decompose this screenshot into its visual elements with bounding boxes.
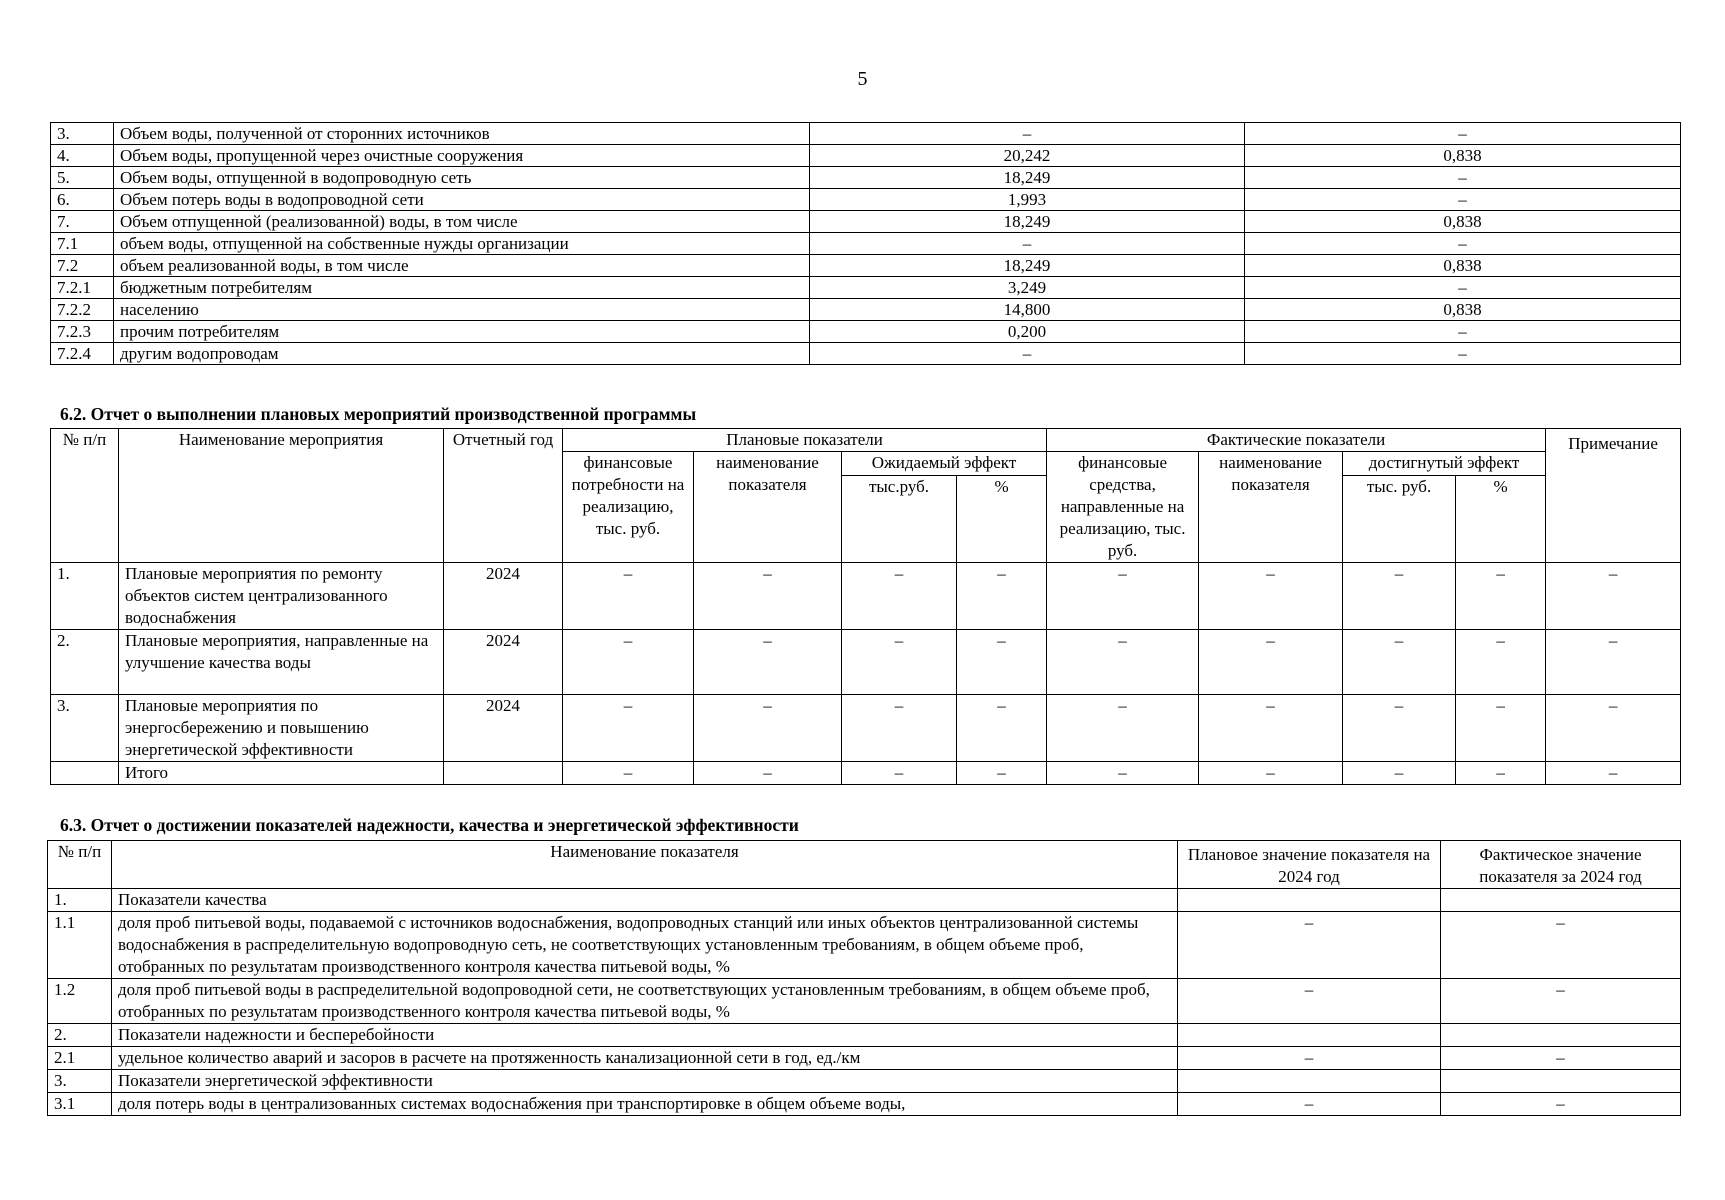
table-row — [48, 1093, 1681, 1116]
col-fact-pct: % — [1456, 476, 1546, 563]
row-name: Плановые мероприятия по ремонту объектов систем централизованного водоснабжения — [119, 563, 444, 630]
row-value-plan: 18,249 — [810, 167, 1245, 189]
total-label: Итого — [119, 762, 444, 785]
row-number: 2. — [48, 1024, 112, 1047]
row-number: 2. — [51, 630, 119, 695]
page-number: 5 — [857, 68, 868, 90]
water-volume-table — [50, 122, 1681, 365]
row-fact-value — [1441, 1024, 1681, 1047]
row-value: – — [563, 695, 694, 762]
row-value: – — [1199, 695, 1343, 762]
total-number — [51, 762, 119, 785]
total-value: – — [842, 762, 957, 785]
row-name: бюджетным потребителям — [114, 277, 810, 299]
col-plan-ind: наименование показателя — [694, 452, 842, 563]
row-value: – — [694, 695, 842, 762]
row-number: 3. — [48, 1070, 112, 1093]
row-plan-value — [1178, 1024, 1441, 1047]
total-value: – — [1456, 762, 1546, 785]
table-row — [51, 299, 1681, 321]
row-name: Плановые мероприятия, направленные на улучшение качества воды — [119, 630, 444, 695]
row-value-fact: – — [1245, 277, 1681, 299]
total-row — [51, 762, 1681, 785]
row-number: 6. — [51, 189, 114, 211]
row-value-fact: – — [1245, 343, 1681, 365]
table-row — [51, 277, 1681, 299]
row-value-plan: – — [810, 233, 1245, 255]
total-value: – — [1199, 762, 1343, 785]
row-value: – — [1199, 630, 1343, 695]
row-value-plan: 18,249 — [810, 211, 1245, 233]
table-row — [51, 321, 1681, 343]
row-number: 7.1 — [51, 233, 114, 255]
row-number: 5. — [51, 167, 114, 189]
row-fact-value — [1441, 1070, 1681, 1093]
row-number: 7.2 — [51, 255, 114, 277]
table-row — [48, 912, 1681, 979]
row-value-plan: – — [810, 343, 1245, 365]
row-value-fact: – — [1245, 189, 1681, 211]
row-value: – — [1343, 695, 1456, 762]
table-row — [51, 233, 1681, 255]
row-name: прочим потребителям — [114, 321, 810, 343]
table-row — [51, 145, 1681, 167]
col-note: Примечание — [1546, 429, 1681, 563]
row-value-fact: 0,838 — [1245, 299, 1681, 321]
row-number: 1.2 — [48, 979, 112, 1024]
col-fact-eff: достигнутый эффект — [1343, 452, 1546, 476]
row-number: 7.2.3 — [51, 321, 114, 343]
total-value: – — [957, 762, 1047, 785]
table-row — [51, 123, 1681, 145]
row-name: Объем воды, пропущенной через очистные сооружения — [114, 145, 810, 167]
row-number: 3. — [51, 695, 119, 762]
row-fact-value: – — [1441, 1047, 1681, 1070]
row-value: – — [842, 563, 957, 630]
row-number: 3.1 — [48, 1093, 112, 1116]
row-name: населению — [114, 299, 810, 321]
row-value-plan: 0,200 — [810, 321, 1245, 343]
row-name: доля проб питьевой воды, подаваемой с источников водоснабжения, водопроводных станций или иных объектов централизованной системы водоснабжения в распределительную водопроводную сеть, не соответствующих установленным требованиям, в общем объеме проб, отобранных по результатам производственного контроля качества питьевой воды, % — [112, 912, 1178, 979]
row-year: 2024 — [444, 630, 563, 695]
row-plan-value: – — [1178, 1093, 1441, 1116]
row-number: 7.2.1 — [51, 277, 114, 299]
row-number: 1.1 — [48, 912, 112, 979]
col-plan-fin: финансовые потребности на реализацию, тыс. руб. — [563, 452, 694, 563]
row-plan-value — [1178, 889, 1441, 912]
row-value: – — [1456, 695, 1546, 762]
row-name: удельное количество аварий и засоров в расчете на протяженность канализационной сети в год, ед./км — [112, 1047, 1178, 1070]
col-fact-value: Фактическое значение показателя за 2024 год — [1441, 841, 1681, 889]
row-value: – — [1199, 563, 1343, 630]
table-row — [48, 889, 1681, 912]
col-fact-fin: финансовые средства, направленные на реализацию, тыс. руб. — [1047, 452, 1199, 563]
row-number: 7.2.4 — [51, 343, 114, 365]
col-fact: Фактические показатели — [1047, 429, 1546, 452]
row-name: объем воды, отпущенной на собственные нужды организации — [114, 233, 810, 255]
row-name: доля проб питьевой воды в распределительной водопроводной сети, не соответствующих установленным требованиям, в общем объеме проб, отобранных по результатам производственного контроля качества питьевой воды, % — [112, 979, 1178, 1024]
row-name: Показатели качества — [112, 889, 1178, 912]
row-value: – — [1546, 563, 1681, 630]
row-value-fact: 0,838 — [1245, 145, 1681, 167]
col-plan-eff: Ожидаемый эффект — [842, 452, 1047, 476]
row-number: 7. — [51, 211, 114, 233]
row-plan-value: – — [1178, 979, 1441, 1024]
row-year: 2024 — [444, 563, 563, 630]
section-6-2-title: 6.2. Отчет о выполнении плановых мероприятий производственной программы — [60, 404, 697, 424]
total-value: – — [563, 762, 694, 785]
row-value-plan: 1,993 — [810, 189, 1245, 211]
row-value: – — [1047, 695, 1199, 762]
row-value: – — [1343, 630, 1456, 695]
table-row — [48, 1047, 1681, 1070]
row-value-fact: – — [1245, 123, 1681, 145]
row-value: – — [1546, 695, 1681, 762]
row-value-fact: – — [1245, 167, 1681, 189]
section-6-3-title: 6.3. Отчет о достижении показателей надежности, качества и энергетической эффективности — [60, 815, 799, 835]
row-name: доля потерь воды в централизованных системах водоснабжения при транспортировке в общем объеме воды, — [112, 1093, 1178, 1116]
row-number: 1. — [51, 563, 119, 630]
row-value: – — [957, 563, 1047, 630]
row-value: – — [1546, 630, 1681, 695]
row-fact-value — [1441, 889, 1681, 912]
row-name: Показатели надежности и бесперебойности — [112, 1024, 1178, 1047]
col-fact-ind: наименование показателя — [1199, 452, 1343, 563]
row-value: – — [563, 563, 694, 630]
row-value: – — [1456, 630, 1546, 695]
row-value: – — [563, 630, 694, 695]
row-value: – — [694, 563, 842, 630]
row-value-fact: 0,838 — [1245, 255, 1681, 277]
col-num: № п/п — [51, 429, 119, 563]
row-plan-value — [1178, 1070, 1441, 1093]
row-value-plan: – — [810, 123, 1245, 145]
row-value: – — [694, 630, 842, 695]
col-year: Отчетный год — [444, 429, 563, 563]
col-plan-rub: тыс.руб. — [842, 476, 957, 563]
table-row — [48, 1024, 1681, 1047]
row-fact-value: – — [1441, 979, 1681, 1024]
row-plan-value: – — [1178, 912, 1441, 979]
row-value-fact: 0,838 — [1245, 211, 1681, 233]
row-value: – — [1343, 563, 1456, 630]
row-name: Объем отпущенной (реализованной) воды, в том числе — [114, 211, 810, 233]
total-value: – — [1047, 762, 1199, 785]
table-row — [48, 1070, 1681, 1093]
table-row — [51, 255, 1681, 277]
indicators-table — [47, 840, 1681, 1116]
planned-measures-table — [50, 428, 1681, 785]
col-fact-rub: тыс. руб. — [1343, 476, 1456, 563]
table-row — [51, 630, 1681, 695]
table-row — [51, 167, 1681, 189]
row-name: Объем воды, отпущенной в водопроводную сеть — [114, 167, 810, 189]
row-value-plan: 20,242 — [810, 145, 1245, 167]
row-name: объем реализованной воды, в том числе — [114, 255, 810, 277]
row-value: – — [957, 695, 1047, 762]
row-fact-value: – — [1441, 912, 1681, 979]
row-value: – — [957, 630, 1047, 695]
table-row — [51, 343, 1681, 365]
row-name: Объем потерь воды в водопроводной сети — [114, 189, 810, 211]
row-value: – — [1047, 630, 1199, 695]
row-name: Объем воды, полученной от сторонних источников — [114, 123, 810, 145]
row-fact-value: – — [1441, 1093, 1681, 1116]
row-value: – — [1047, 563, 1199, 630]
row-year: 2024 — [444, 695, 563, 762]
row-number: 3. — [51, 123, 114, 145]
row-value-plan: 3,249 — [810, 277, 1245, 299]
row-number: 4. — [51, 145, 114, 167]
row-number: 1. — [48, 889, 112, 912]
row-value-fact: – — [1245, 321, 1681, 343]
total-value: – — [1343, 762, 1456, 785]
total-value: – — [694, 762, 842, 785]
table-row — [51, 189, 1681, 211]
row-value-plan: 14,800 — [810, 299, 1245, 321]
table-row — [51, 695, 1681, 762]
table-row — [51, 563, 1681, 630]
row-value-fact: – — [1245, 233, 1681, 255]
row-number: 2.1 — [48, 1047, 112, 1070]
col-name: Наименование показателя — [112, 841, 1178, 889]
table-row — [51, 211, 1681, 233]
total-value: – — [1546, 762, 1681, 785]
col-plan: Плановые показатели — [563, 429, 1047, 452]
row-plan-value: – — [1178, 1047, 1441, 1070]
row-value: – — [1456, 563, 1546, 630]
col-plan-value: Плановое значение показателя на 2024 год — [1178, 841, 1441, 889]
col-name: Наименование мероприятия — [119, 429, 444, 563]
row-value-plan: 18,249 — [810, 255, 1245, 277]
table-row — [48, 979, 1681, 1024]
row-number: 7.2.2 — [51, 299, 114, 321]
row-value: – — [842, 695, 957, 762]
total-year — [444, 762, 563, 785]
row-name: Плановые мероприятия по энергосбережению и повышению энергетической эффективности — [119, 695, 444, 762]
col-num: № п/п — [48, 841, 112, 889]
row-name: другим водопроводам — [114, 343, 810, 365]
row-value: – — [842, 630, 957, 695]
row-name: Показатели энергетической эффективности — [112, 1070, 1178, 1093]
col-plan-pct: % — [957, 476, 1047, 563]
